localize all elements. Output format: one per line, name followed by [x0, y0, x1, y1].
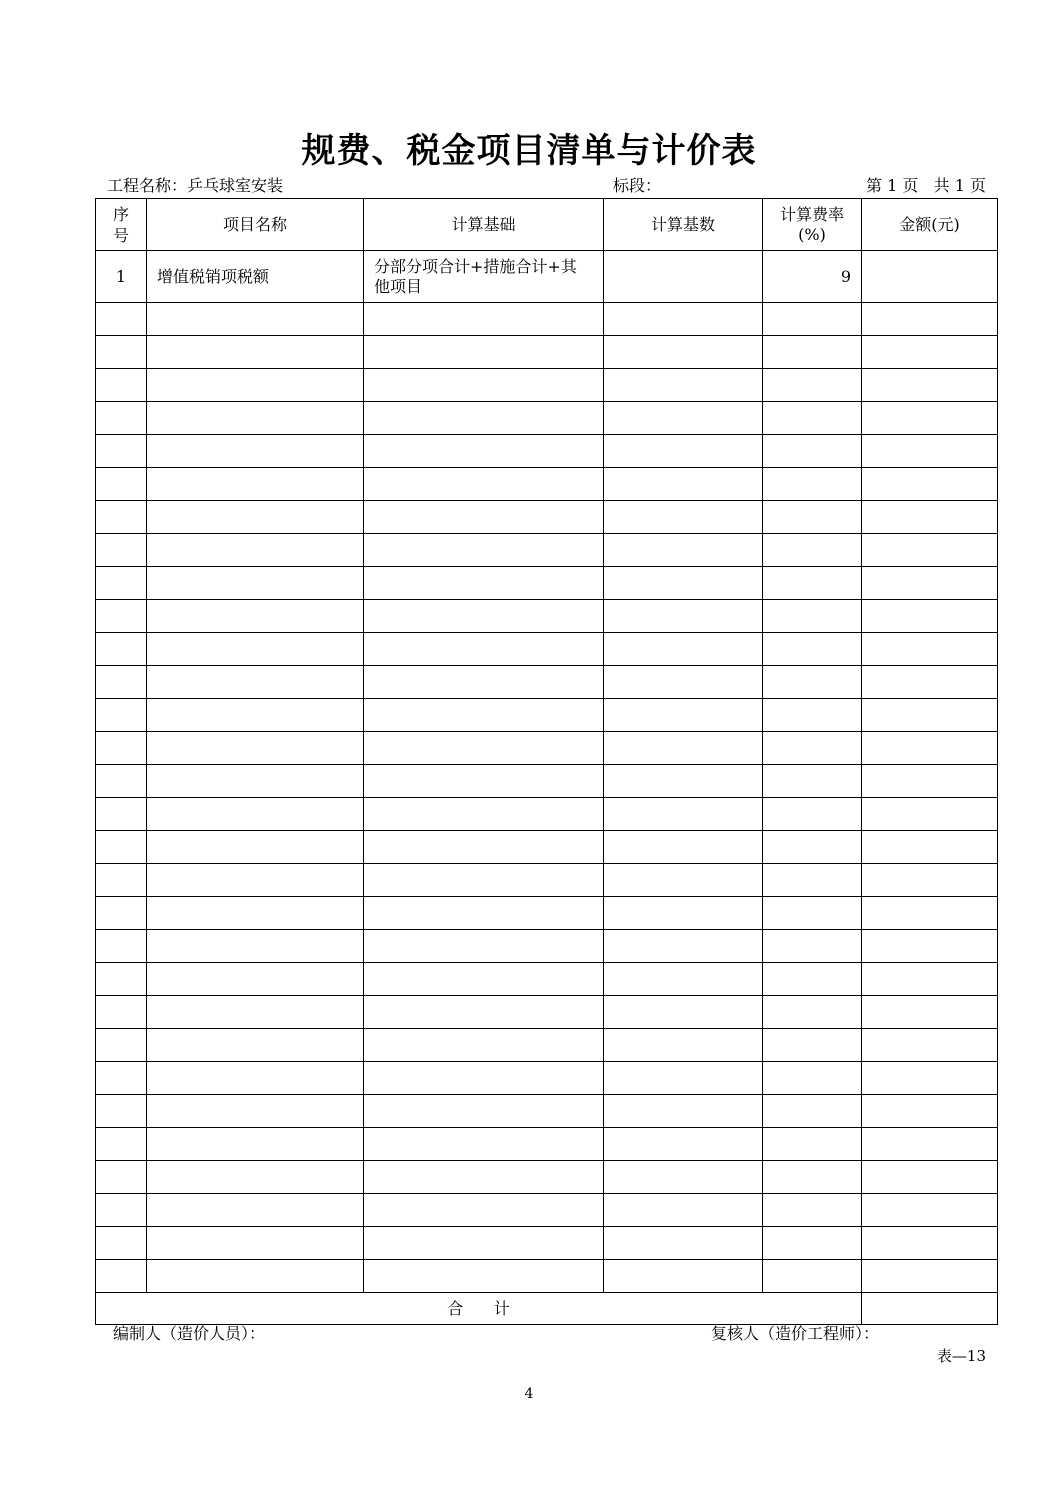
empty-cell	[604, 1260, 763, 1293]
empty-cell	[147, 666, 364, 699]
empty-cell	[604, 468, 763, 501]
empty-cell	[604, 600, 763, 633]
empty-cell	[147, 402, 364, 435]
header-base: 计算基数	[604, 199, 763, 251]
empty-cell	[604, 765, 763, 798]
page-title: 规费、税金项目清单与计价表	[301, 131, 757, 171]
empty-cell	[96, 1161, 147, 1194]
empty-cell	[763, 798, 862, 831]
empty-cell	[96, 732, 147, 765]
empty-cell	[96, 1194, 147, 1227]
header-name: 项目名称	[147, 199, 364, 251]
empty-cell	[604, 1029, 763, 1062]
cell-basis-line2: 他项目	[374, 276, 423, 296]
empty-cell	[147, 930, 364, 963]
empty-cell	[604, 1095, 763, 1128]
empty-cell	[96, 831, 147, 864]
empty-row	[96, 303, 998, 336]
empty-row	[96, 369, 998, 402]
empty-cell	[862, 1128, 998, 1161]
empty-cell	[604, 435, 763, 468]
empty-cell	[763, 831, 862, 864]
empty-cell	[96, 864, 147, 897]
empty-cell	[763, 303, 862, 336]
empty-cell	[147, 633, 364, 666]
empty-cell	[96, 666, 147, 699]
empty-cell	[763, 600, 862, 633]
empty-cell	[604, 930, 763, 963]
empty-cell	[604, 1062, 763, 1095]
table-row	[96, 251, 998, 303]
empty-cell	[763, 996, 862, 1029]
empty-cell	[147, 732, 364, 765]
empty-cell	[147, 765, 364, 798]
total-label: 合 计	[96, 1293, 862, 1325]
cell-seq: 1	[96, 251, 147, 303]
empty-cell	[364, 765, 604, 798]
empty-cell	[862, 765, 998, 798]
empty-cell	[147, 1227, 364, 1260]
empty-cell	[147, 831, 364, 864]
empty-cell	[862, 600, 998, 633]
empty-cell	[96, 1029, 147, 1062]
empty-cell	[364, 864, 604, 897]
empty-row	[96, 633, 998, 666]
cell-basis	[364, 251, 604, 303]
empty-row	[96, 897, 998, 930]
empty-cell	[862, 831, 998, 864]
empty-row	[96, 864, 998, 897]
empty-cell	[364, 1227, 604, 1260]
empty-cell	[862, 501, 998, 534]
empty-cell	[96, 468, 147, 501]
empty-cell	[147, 435, 364, 468]
empty-cell	[862, 1029, 998, 1062]
empty-row	[96, 699, 998, 732]
empty-row	[96, 468, 998, 501]
empty-cell	[147, 567, 364, 600]
empty-cell	[96, 303, 147, 336]
header-seq-label: 序号	[113, 204, 130, 245]
empty-cell	[364, 534, 604, 567]
page-info: 第 1 页 共 1 页	[866, 176, 986, 195]
empty-cell	[604, 666, 763, 699]
empty-cell	[763, 1194, 862, 1227]
empty-row	[96, 1227, 998, 1260]
empty-cell	[763, 567, 862, 600]
empty-cell	[763, 501, 862, 534]
cell-name: 增值税销项税额	[147, 251, 364, 303]
empty-row	[96, 1128, 998, 1161]
empty-cell	[147, 336, 364, 369]
empty-row	[96, 567, 998, 600]
empty-cell	[604, 303, 763, 336]
empty-cell	[763, 699, 862, 732]
empty-cell	[763, 1227, 862, 1260]
empty-cell	[763, 534, 862, 567]
empty-cell	[763, 336, 862, 369]
empty-cell	[862, 1062, 998, 1095]
empty-cell	[763, 1062, 862, 1095]
empty-row	[96, 996, 998, 1029]
empty-cell	[604, 336, 763, 369]
empty-cell	[862, 1194, 998, 1227]
empty-cell	[604, 963, 763, 996]
empty-cell	[604, 732, 763, 765]
empty-cell	[147, 1062, 364, 1095]
empty-cell	[96, 633, 147, 666]
empty-cell	[147, 303, 364, 336]
empty-cell	[763, 666, 862, 699]
empty-cell	[862, 996, 998, 1029]
empty-cell	[147, 369, 364, 402]
empty-cell	[604, 831, 763, 864]
header-rate-line1: 计算费率	[779, 204, 844, 224]
reviewer-label: 复核人（造价工程师）：	[711, 1324, 880, 1343]
empty-cell	[763, 963, 862, 996]
form-number: 表—13	[936, 1347, 986, 1365]
empty-row	[96, 930, 998, 963]
empty-cell	[604, 534, 763, 567]
empty-cell	[763, 1095, 862, 1128]
empty-cell	[763, 468, 862, 501]
empty-cell	[147, 963, 364, 996]
empty-cell	[862, 699, 998, 732]
empty-row	[96, 765, 998, 798]
header-seq	[96, 199, 147, 251]
cell-amount	[862, 251, 998, 303]
empty-cell	[862, 534, 998, 567]
empty-row	[96, 831, 998, 864]
empty-cell	[862, 633, 998, 666]
empty-cell	[763, 1029, 862, 1062]
empty-cell	[96, 567, 147, 600]
empty-cell	[763, 1161, 862, 1194]
cell-basis-line1: 分部分项合计+措施合计+其	[374, 256, 577, 276]
empty-cell	[862, 732, 998, 765]
empty-cell	[147, 534, 364, 567]
empty-cell	[96, 699, 147, 732]
empty-cell	[147, 897, 364, 930]
empty-cell	[862, 303, 998, 336]
empty-cell	[862, 963, 998, 996]
header-amount: 金额(元)	[862, 199, 998, 251]
empty-cell	[364, 1161, 604, 1194]
empty-row	[96, 1029, 998, 1062]
empty-cell	[147, 501, 364, 534]
empty-cell	[763, 633, 862, 666]
empty-cell	[364, 501, 604, 534]
empty-cell	[862, 666, 998, 699]
empty-cell	[364, 567, 604, 600]
empty-cell	[862, 930, 998, 963]
empty-cell	[364, 303, 604, 336]
empty-cell	[96, 1260, 147, 1293]
empty-cell	[147, 1095, 364, 1128]
empty-cell	[862, 336, 998, 369]
empty-row	[96, 1095, 998, 1128]
empty-cell	[604, 1227, 763, 1260]
empty-cell	[364, 1194, 604, 1227]
empty-cell	[763, 1260, 862, 1293]
header-row	[96, 199, 998, 251]
empty-cell	[763, 765, 862, 798]
empty-cell	[604, 864, 763, 897]
section-label: 标段：	[613, 176, 662, 195]
empty-cell	[862, 435, 998, 468]
empty-cell	[862, 369, 998, 402]
empty-cell	[147, 1128, 364, 1161]
empty-cell	[604, 1161, 763, 1194]
empty-cell	[147, 1029, 364, 1062]
empty-cell	[862, 1161, 998, 1194]
empty-cell	[604, 369, 763, 402]
empty-cell	[364, 1029, 604, 1062]
empty-cell	[147, 1194, 364, 1227]
empty-cell	[147, 1260, 364, 1293]
empty-cell	[604, 1194, 763, 1227]
empty-cell	[604, 699, 763, 732]
empty-cell	[604, 633, 763, 666]
empty-row	[96, 1260, 998, 1293]
header-basis: 计算基础	[364, 199, 604, 251]
empty-cell	[96, 1095, 147, 1128]
empty-cell	[364, 402, 604, 435]
empty-cell	[364, 600, 604, 633]
empty-row	[96, 963, 998, 996]
empty-cell	[364, 666, 604, 699]
empty-cell	[862, 864, 998, 897]
empty-cell	[763, 864, 862, 897]
empty-cell	[96, 534, 147, 567]
empty-cell	[763, 897, 862, 930]
empty-cell	[364, 1260, 604, 1293]
empty-cell	[96, 1227, 147, 1260]
empty-cell	[862, 468, 998, 501]
empty-cell	[364, 369, 604, 402]
empty-row	[96, 402, 998, 435]
empty-cell	[96, 1062, 147, 1095]
empty-cell	[364, 996, 604, 1029]
empty-cell	[862, 1260, 998, 1293]
empty-cell	[364, 468, 604, 501]
empty-cell	[364, 633, 604, 666]
empty-cell	[96, 369, 147, 402]
empty-cell	[862, 1227, 998, 1260]
empty-cell	[604, 402, 763, 435]
empty-cell	[96, 402, 147, 435]
empty-cell	[147, 864, 364, 897]
empty-row	[96, 600, 998, 633]
empty-cell	[96, 336, 147, 369]
empty-cell	[604, 567, 763, 600]
empty-cell	[147, 468, 364, 501]
empty-row	[96, 732, 998, 765]
empty-row	[96, 1062, 998, 1095]
empty-cell	[96, 435, 147, 468]
total-row	[96, 1293, 998, 1325]
empty-row	[96, 1161, 998, 1194]
empty-cell	[147, 699, 364, 732]
empty-cell	[604, 501, 763, 534]
empty-row	[96, 666, 998, 699]
empty-cell	[364, 831, 604, 864]
empty-cell	[364, 1128, 604, 1161]
empty-cell	[862, 567, 998, 600]
empty-cell	[364, 1062, 604, 1095]
empty-cell	[862, 897, 998, 930]
empty-cell	[604, 798, 763, 831]
empty-cell	[763, 1128, 862, 1161]
empty-cell	[604, 996, 763, 1029]
empty-row	[96, 336, 998, 369]
page-number: 4	[524, 1386, 534, 1402]
empty-cell	[96, 501, 147, 534]
empty-row	[96, 798, 998, 831]
empty-cell	[96, 930, 147, 963]
empty-row	[96, 1194, 998, 1227]
header-rate-line2: (%)	[798, 224, 826, 244]
empty-cell	[364, 336, 604, 369]
project-name: 工程名称：乒乓球室安装	[107, 176, 284, 195]
empty-cell	[147, 996, 364, 1029]
empty-cell	[604, 1128, 763, 1161]
empty-cell	[364, 930, 604, 963]
empty-cell	[364, 798, 604, 831]
empty-cell	[147, 798, 364, 831]
preparer-label: 编制人（造价人员）：	[113, 1324, 266, 1343]
empty-cell	[96, 798, 147, 831]
empty-cell	[364, 963, 604, 996]
empty-cell	[763, 435, 862, 468]
header-rate	[763, 199, 862, 251]
empty-cell	[96, 897, 147, 930]
empty-cell	[147, 1161, 364, 1194]
empty-cell	[96, 996, 147, 1029]
empty-cell	[763, 369, 862, 402]
fee-tax-table	[95, 198, 998, 1325]
empty-cell	[96, 1128, 147, 1161]
cell-base	[604, 251, 763, 303]
empty-cell	[862, 798, 998, 831]
empty-row	[96, 435, 998, 468]
empty-cell	[862, 1095, 998, 1128]
empty-cell	[862, 402, 998, 435]
empty-cell	[763, 930, 862, 963]
empty-cell	[364, 699, 604, 732]
empty-cell	[364, 897, 604, 930]
total-amount	[862, 1293, 998, 1325]
empty-row	[96, 501, 998, 534]
empty-cell	[364, 435, 604, 468]
empty-cell	[96, 600, 147, 633]
empty-cell	[763, 732, 862, 765]
empty-cell	[763, 402, 862, 435]
empty-cell	[147, 600, 364, 633]
empty-cell	[364, 732, 604, 765]
empty-cell	[96, 765, 147, 798]
empty-cell	[96, 963, 147, 996]
empty-row	[96, 534, 998, 567]
cell-rate: 9	[763, 251, 862, 303]
empty-cell	[364, 1095, 604, 1128]
empty-cell	[604, 897, 763, 930]
